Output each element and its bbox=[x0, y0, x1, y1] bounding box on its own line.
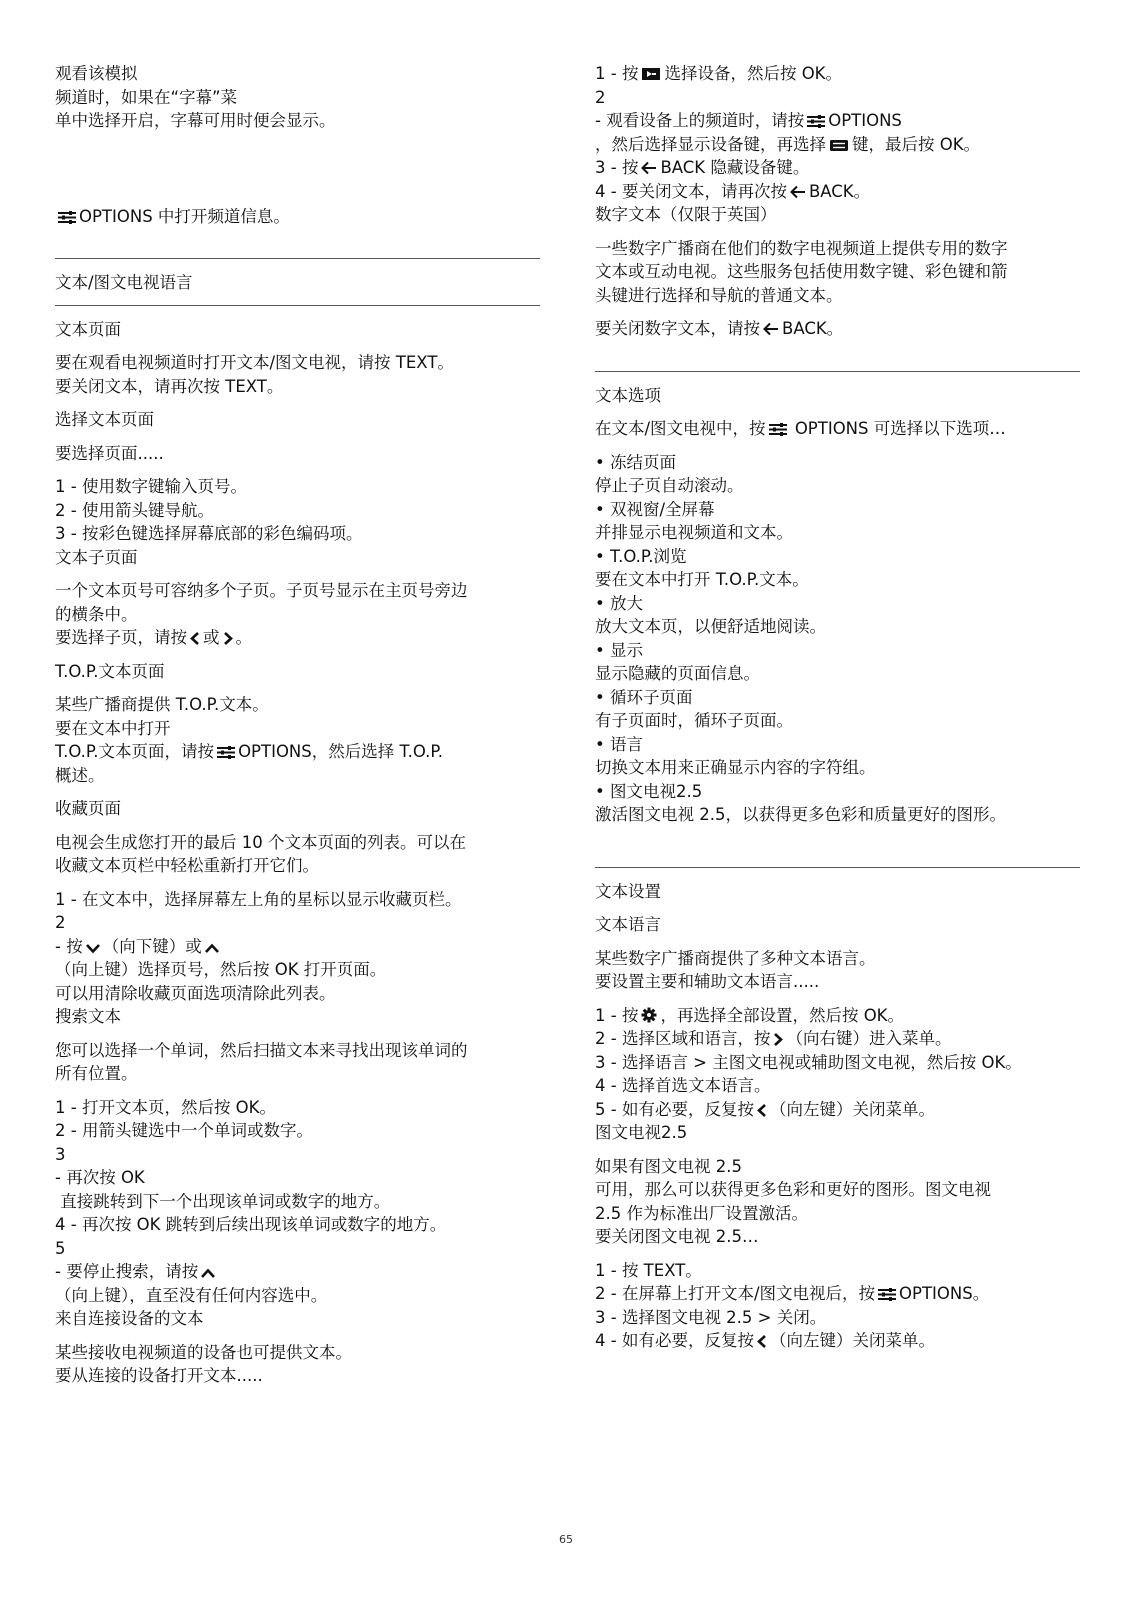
top-line: 要在文本中打开 bbox=[55, 718, 171, 738]
digital-close-line: 要关闭数字文本，请按 BACK。 bbox=[595, 319, 844, 338]
options-item: 显示隐藏的页面信息。 bbox=[595, 664, 760, 683]
search-step: 5 bbox=[55, 1238, 66, 1258]
search-line: 您可以选择一个单词，然后扫描文本来寻找出现该单词的 bbox=[55, 1040, 468, 1060]
language-step: 2 - 选择区域和语言，按 （向右键）进入菜单。 bbox=[595, 1029, 952, 1048]
options-icon bbox=[878, 1288, 896, 1301]
teletext-25-step: 4 - 如有必要，反复按 （向左键）关闭菜单。 bbox=[595, 1331, 935, 1350]
options-info-line bbox=[55, 205, 540, 229]
language-line: 要设置主要和辅助文本语言..... bbox=[595, 972, 820, 991]
search-step: 1 - 打开文本页，然后按 OK。 bbox=[55, 1097, 276, 1117]
options-item: 切换文本用来正确显示内容的字符组。 bbox=[595, 758, 876, 777]
chevron-left-icon bbox=[757, 1104, 767, 1117]
options-item: 有子页面时，循环子页面。 bbox=[595, 711, 793, 730]
chevron-right-icon bbox=[223, 632, 233, 645]
heading-digital: 数字文本（仅限于英国） bbox=[595, 205, 777, 224]
digital-line: 文本或互动电视。这些服务包括使用数字键、彩色键和箭 bbox=[595, 262, 1008, 281]
device-step: 3 - 按 BACK 隐藏设备键。 bbox=[595, 158, 810, 177]
search-step: - 要停止搜索，请按 bbox=[55, 1260, 540, 1284]
favorites-line: 电视会生成您打开的最后 10 个文本页面的列表。可以在 bbox=[55, 832, 466, 852]
search-step: 直接跳转到下一个出现该单词或数字的地方。 bbox=[55, 1191, 391, 1211]
options-icon bbox=[769, 423, 787, 436]
subpages-select-line: 要选择子页，请按 或 。 bbox=[55, 628, 252, 647]
heading-text-pages: 文本页面 bbox=[55, 319, 121, 339]
search-line: 所有位置。 bbox=[55, 1064, 138, 1083]
language-step: 4 - 选择首选文本语言。 bbox=[595, 1076, 771, 1095]
search-step: - 再次按 OK bbox=[55, 1168, 145, 1187]
favorites-step: - 按 （向下键）或 bbox=[55, 935, 540, 959]
page-number: 65 bbox=[559, 1533, 573, 1546]
favorites-line: 收藏文本页栏中轻松重新打开它们。 bbox=[55, 856, 319, 875]
device-step: - 观看设备上的频道时，请按 OPTIONS bbox=[595, 111, 902, 130]
text-pages-line: 要关闭文本，请再次按 TEXT。 bbox=[55, 376, 284, 396]
teletext-25-step: 1 - 按 TEXT。 bbox=[595, 1260, 702, 1280]
select-page-step: 1 - 使用数字键输入页号。 bbox=[55, 477, 247, 496]
options-item: • 冻结页面 bbox=[595, 452, 676, 472]
chevron-right-icon bbox=[773, 1033, 783, 1046]
digital-line: 一些数字广播商在他们的数字电视频道上提供专用的数字 bbox=[595, 238, 1008, 258]
options-icon bbox=[58, 211, 76, 224]
device-step: 4 - 要关闭文本，请再次按 BACK。 bbox=[595, 181, 871, 201]
chevron-left-icon bbox=[190, 632, 200, 645]
options-icon bbox=[217, 746, 235, 759]
heading-top: T.O.P.文本页面 bbox=[55, 661, 165, 681]
options-item: 并排显示电视频道和文本。 bbox=[595, 523, 793, 542]
connected-line: 要从连接的设备打开文本..... bbox=[55, 1366, 263, 1385]
heading-teletext-25: 图文电视2.5 bbox=[595, 1123, 688, 1142]
options-item: • 循环子页面 bbox=[595, 687, 693, 707]
back-arrow-icon bbox=[763, 322, 779, 336]
device-step: 2 bbox=[595, 87, 606, 107]
favorites-step: 2 bbox=[55, 913, 66, 932]
source-icon bbox=[641, 67, 661, 81]
back-arrow-icon bbox=[790, 185, 806, 199]
list-key-icon bbox=[829, 139, 849, 152]
search-step: （向上键），直至没有任何内容选中。 bbox=[55, 1285, 328, 1305]
heading-options: 文本选项 bbox=[595, 385, 661, 405]
left-column bbox=[55, 62, 540, 1388]
options-item: • 双视窗/全屏幕 bbox=[595, 499, 715, 519]
options-item: 要在文本中打开 T.O.P.文本。 bbox=[595, 570, 809, 589]
connected-line: 某些接收电视频道的设备也可提供文本。 bbox=[55, 1342, 352, 1362]
gear-icon bbox=[641, 1007, 657, 1023]
search-step: 2 - 用箭头键选中一个单词或数字。 bbox=[55, 1121, 313, 1140]
select-page-intro: 要选择页面..... bbox=[55, 443, 164, 463]
options-item: 放大文本页，以便舒适地阅读。 bbox=[595, 617, 826, 636]
heading-search: 搜索文本 bbox=[55, 1007, 121, 1026]
teletext-25-line: 如果有图文电视 2.5 bbox=[595, 1156, 742, 1176]
heading-connected: 来自连接设备的文本 bbox=[55, 1309, 204, 1328]
digital-line: 头键进行选择和导航的普通文本。 bbox=[595, 285, 843, 305]
intro-line: 单中选择开启，字幕可用时便会显示。 bbox=[55, 111, 336, 130]
options-item: • 放大 bbox=[595, 593, 643, 613]
top-line: 某些广播商提供 T.O.P.文本。 bbox=[55, 695, 269, 714]
heading-text-language: 文本语言 bbox=[595, 915, 661, 934]
options-item: • 语言 bbox=[595, 734, 643, 754]
intro-line: 频道时，如果在“字幕”菜 bbox=[55, 87, 238, 107]
favorites-step: 1 - 在文本中，选择屏幕左上角的星标以显示收藏页栏。 bbox=[55, 889, 462, 909]
teletext-25-line: 2.5 作为标准出厂设置激活。 bbox=[595, 1203, 808, 1223]
chevron-left-icon bbox=[757, 1335, 767, 1348]
chevron-up-icon bbox=[205, 943, 219, 954]
subpages-line: 的横条中。 bbox=[55, 604, 138, 624]
section-title: 文本/图文电视语言 bbox=[55, 273, 193, 292]
intro-line: 观看该模拟 bbox=[55, 64, 138, 83]
options-item: • 显示 bbox=[595, 640, 643, 660]
options-icon bbox=[807, 115, 825, 128]
favorites-step: （向上键）选择页号，然后按 OK 打开页面。 bbox=[55, 960, 387, 979]
heading-select-page: 选择文本页面 bbox=[55, 410, 154, 429]
chevron-up-icon bbox=[201, 1268, 215, 1279]
text-pages-line: 要在观看电视频道时打开文本/图文电视，请按 TEXT。 bbox=[55, 353, 454, 372]
options-intro: 在文本/图文电视中，按 OPTIONS 可选择以下选项… bbox=[595, 419, 1006, 438]
back-arrow-icon bbox=[641, 161, 657, 175]
language-line: 某些数字广播商提供了多种文本语言。 bbox=[595, 948, 876, 968]
teletext-25-line: 要关闭图文电视 2.5… bbox=[595, 1227, 759, 1246]
subpages-line: 一个文本页号可容纳多个子页。子页号显示在主页号旁边 bbox=[55, 581, 468, 600]
right-column bbox=[595, 62, 1080, 1353]
language-step: 3 - 选择语言 > 主图文电视或辅助图文电视，然后按 OK。 bbox=[595, 1052, 1022, 1072]
select-page-step: 2 - 使用箭头键导航。 bbox=[55, 500, 214, 520]
top-line: T.O.P.文本页面，请按 OPTIONS，然后选择 T.O.P. bbox=[55, 742, 444, 761]
options-item: • 图文电视2.5 bbox=[595, 781, 703, 801]
device-step: ，然后选择显示设备键，再选择 键，最后按 OK。 bbox=[595, 134, 981, 154]
teletext-25-step: 2 - 在屏幕上打开文本/图文电视后，按 OPTIONS。 bbox=[595, 1284, 990, 1303]
favorites-step: 可以用清除收藏页面选项清除此列表。 bbox=[55, 983, 336, 1003]
language-step: 1 - 按 ，再选择全部设置，然后按 OK。 bbox=[595, 1005, 905, 1025]
teletext-25-line: 可用，那么可以获得更多色彩和更好的图形。图文电视 bbox=[595, 1180, 991, 1199]
heading-settings: 文本设置 bbox=[595, 881, 661, 901]
heading-subpages: 文本子页面 bbox=[55, 547, 138, 567]
chevron-down-icon bbox=[86, 943, 100, 954]
search-step: 4 - 再次按 OK 跳转到后续出现该单词或数字的地方。 bbox=[55, 1215, 447, 1234]
heading-favorites: 收藏页面 bbox=[55, 799, 121, 818]
options-item: 激活图文电视 2.5，以获得更多色彩和质量更好的图形。 bbox=[595, 805, 1006, 824]
teletext-25-step: 3 - 选择图文电视 2.5 > 关闭。 bbox=[595, 1307, 827, 1327]
language-step: 5 - 如有必要，反复按 （向左键）关闭菜单。 bbox=[595, 1099, 935, 1119]
options-info-text: OPTIONS 中打开频道信息。 bbox=[79, 206, 290, 226]
options-item: • T.O.P.浏览 bbox=[595, 546, 687, 566]
select-page-step: 3 - 按彩色键选择屏幕底部的彩色编码项。 bbox=[55, 524, 363, 543]
top-line: 概述。 bbox=[55, 765, 105, 785]
search-step: 3 bbox=[55, 1144, 66, 1164]
options-item: 停止子页自动滚动。 bbox=[595, 476, 744, 495]
device-step: 1 - 按 选择设备，然后按 OK。 bbox=[595, 64, 843, 83]
